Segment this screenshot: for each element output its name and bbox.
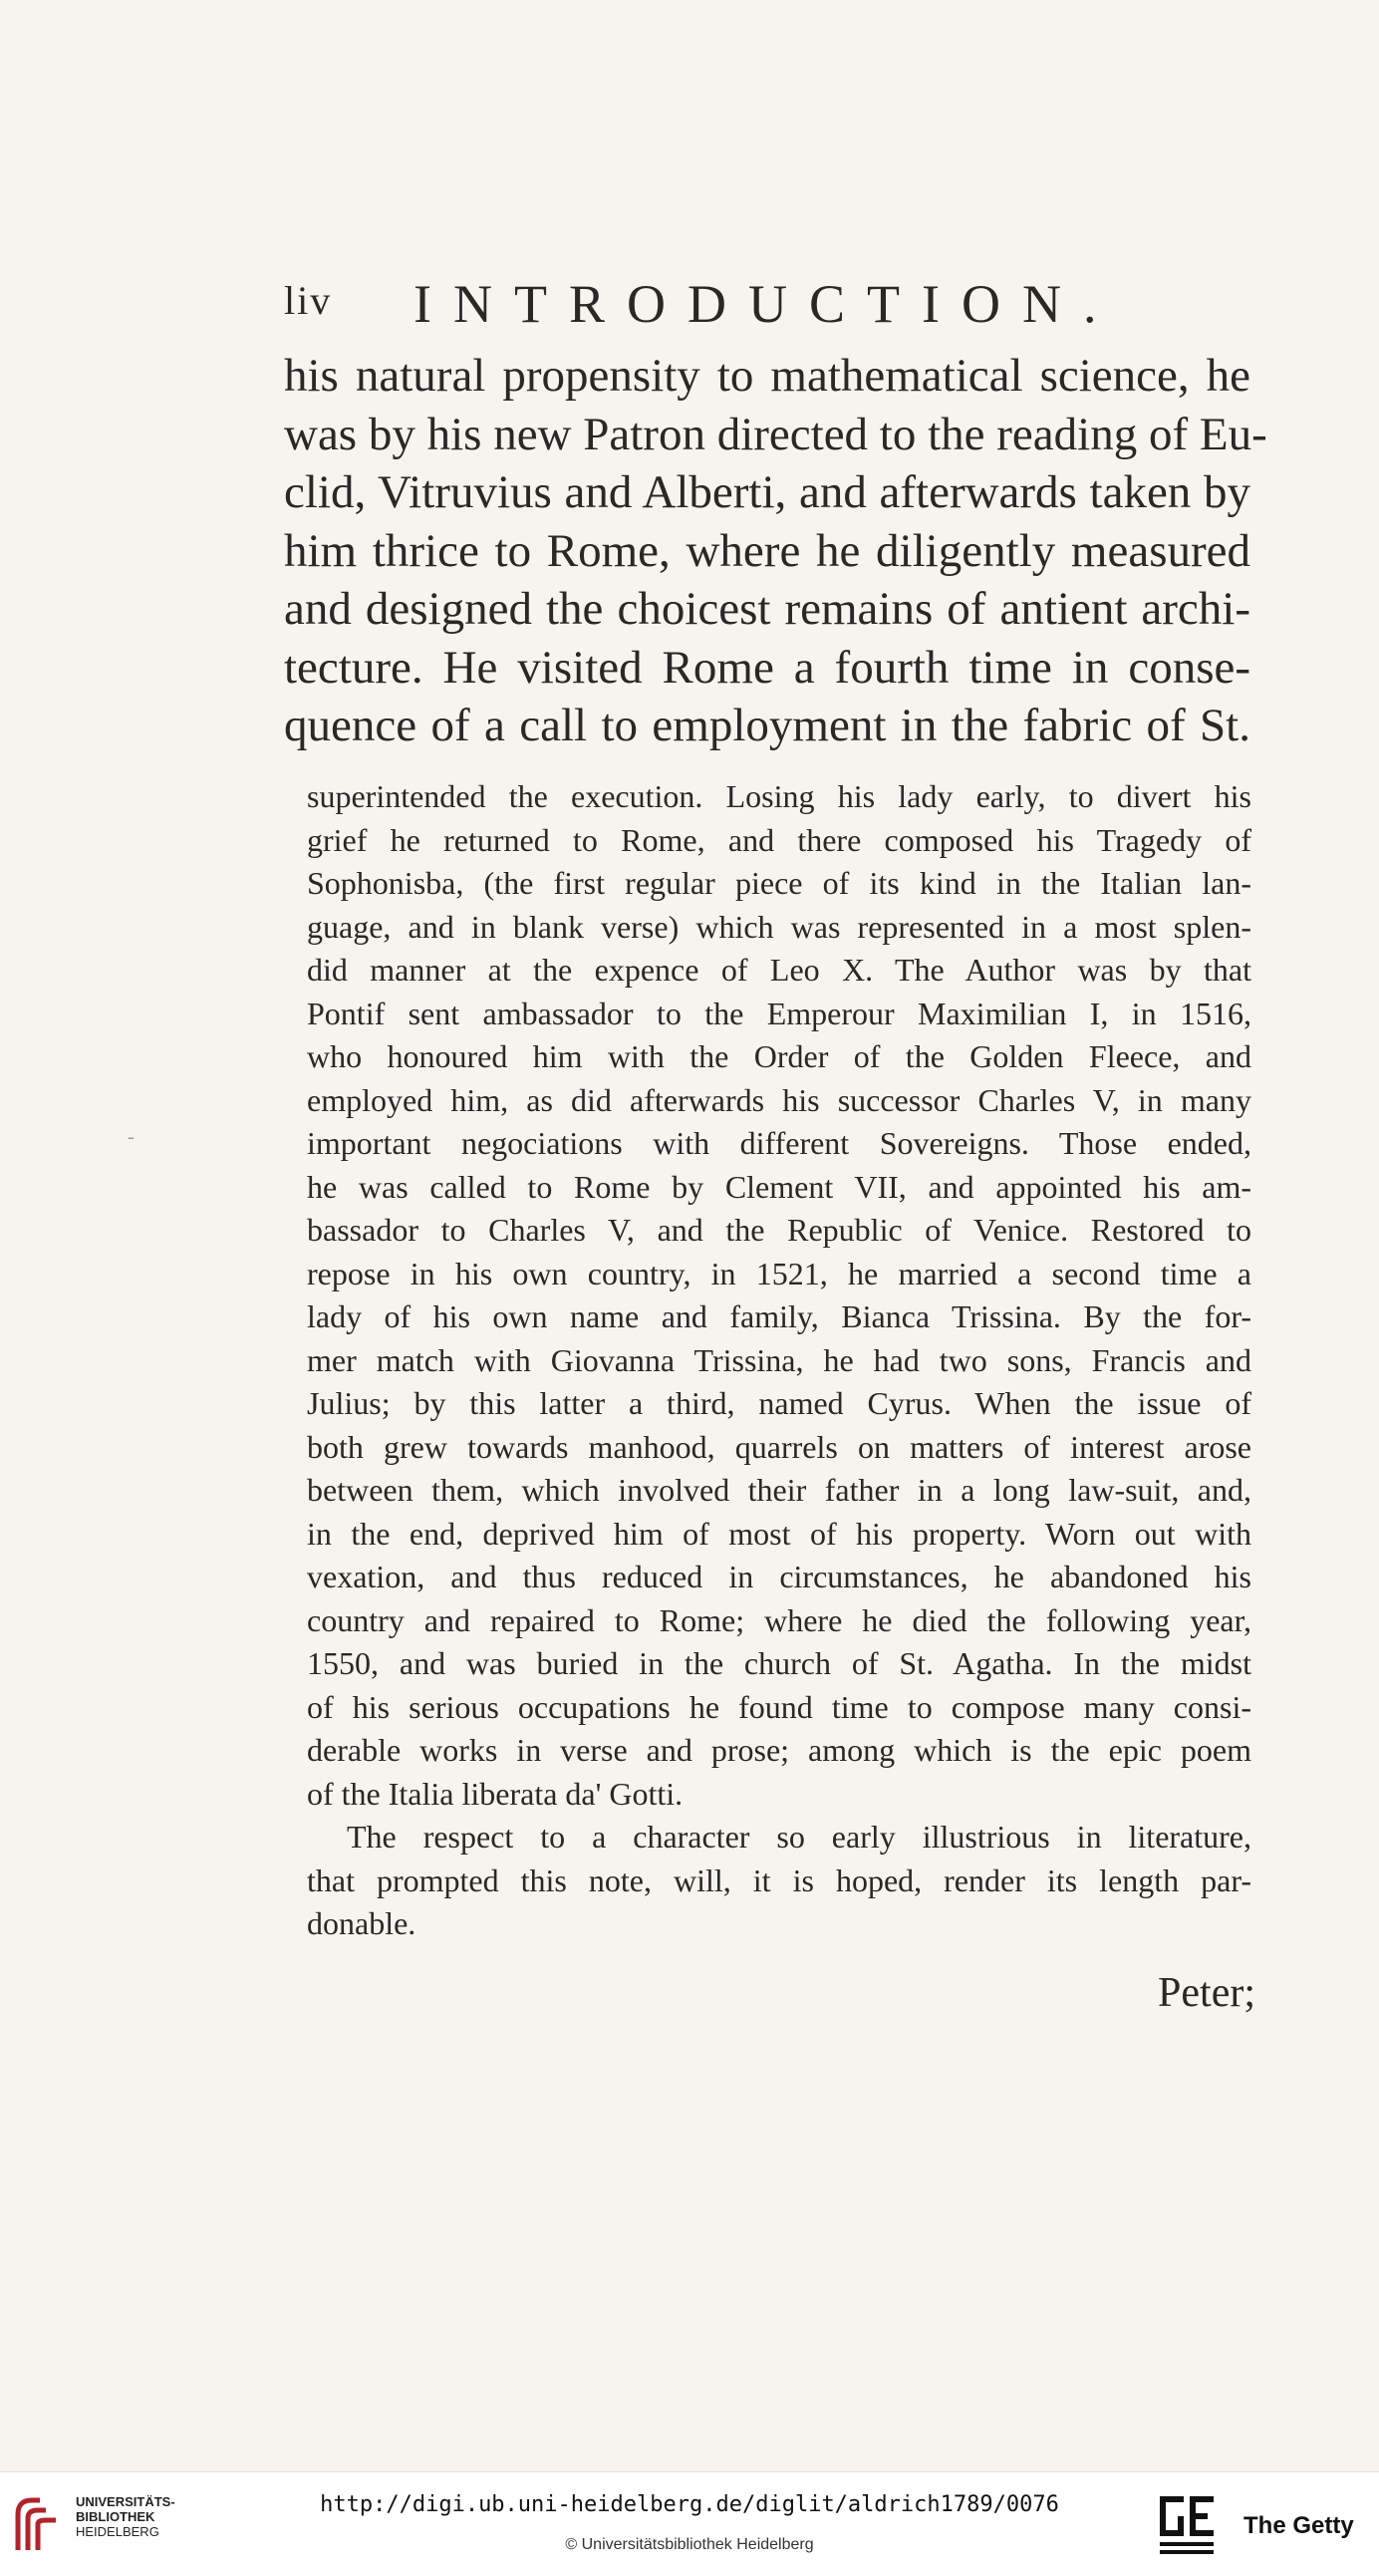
footnote-line: Sophonisba, (the first regular piece of its kind in the Italian lan- [307, 865, 1251, 901]
footnote-line: important negociations with different Sovereigns. Those ended, [307, 1125, 1251, 1161]
main-text-line: his natural propensity to mathematical science, he [284, 350, 1250, 402]
footnote-closing-line: The respect to a character so early illustrious in literature, [347, 1819, 1251, 1855]
footnote-line: Pontif sent ambassador to the Emperour Maximilian I, in 1516, [307, 995, 1251, 1031]
catchword: Peter; [1158, 1970, 1255, 2016]
library-name-line: BIBLIOTHEK [76, 2509, 155, 2524]
copyright-notice: © Universitätsbibliothek Heidelberg [565, 2536, 814, 2553]
footnote-line: did manner at the expence of Leo X. The Author was by that [307, 952, 1251, 988]
footnote-line: lady of his own name and family, Bianca Trissina. By the for- [307, 1298, 1251, 1334]
main-text-line: and designed the choicest remains of antient archi- [284, 583, 1250, 635]
page-permalink[interactable]: http://digi.ub.uni-heidelberg.de/diglit/aldrich1789/0076 [320, 2492, 1059, 2517]
footnote-line: both grew towards manhood, quarrels on matters of interest arose [307, 1428, 1251, 1465]
running-title: INTRODUCTION. [414, 274, 1119, 334]
footnote-line: between them, which involved their father in a long law-suit, and, [307, 1472, 1251, 1508]
footnote-line: of his serious occupations he found time to compose many consi- [307, 1688, 1251, 1725]
margin-mark: - [128, 1126, 135, 1148]
main-text-line: quence of a call to employment in the fabric of St. [284, 700, 1250, 751]
footnote-closing-line: donable. [307, 1905, 416, 1941]
footnote-line: he was called to Rome by Clement VII, and appointed his am- [307, 1168, 1251, 1205]
main-text-line: was by his new Patron directed to the reading of Eu- [284, 408, 1267, 460]
footnote-line: superintended the execution. Losing his lady early, to divert his [307, 778, 1251, 814]
footnote-closing-line: that prompted this note, will, it is hoped, render its length par- [307, 1861, 1251, 1898]
footnote-line: in the end, deprived him of most of his property. Worn out with [307, 1515, 1251, 1552]
library-name-line: UNIVERSITÄTS- [76, 2494, 175, 2509]
footnote-line: grief he returned to Rome, and there composed his Tragedy of [307, 821, 1251, 858]
page-number: liv [284, 278, 333, 323]
footnote-line: Julius; by this latter a third, named Cyrus. When the issue of [307, 1385, 1251, 1421]
footnote-line: bassador to Charles V, and the Republic of Venice. Restored to [307, 1212, 1251, 1248]
footnote-line: repose in his own country, in 1521, he married a second time a [307, 1255, 1251, 1291]
main-text-line: clid, Vitruvius and Alberti, and afterwards taken by [284, 466, 1250, 518]
main-text-line: tecture. He visited Rome a fourth time in conse- [284, 641, 1250, 694]
footnote-line: country and repaired to Rome; where he died the following year, [307, 1601, 1251, 1638]
footnote-line: mer match with Giovanna Trissina, he had two sons, Francis and [307, 1341, 1251, 1378]
footnote-line: 1550, and was buried in the church of St. Agatha. In the midst [307, 1645, 1251, 1681]
main-text-block [284, 347, 1267, 755]
main-text-line: him thrice to Rome, where he diligently measured [284, 524, 1250, 577]
footnote-block [307, 775, 1251, 1946]
sponsor-name: The Getty [1243, 2512, 1354, 2539]
footnote-line: vexation, and thus reduced in circumstances, he abandoned his [307, 1559, 1251, 1594]
footnote-line: who honoured him with the Order of the Golden Fleece, and [307, 1038, 1251, 1074]
library-name-line: HEIDELBERG [76, 2524, 159, 2539]
footnote-line: derable works in verse and prose; among which is the epic poem [307, 1732, 1251, 1768]
footnote-line: of the Italia liberata da' Gotti. [307, 1775, 684, 1812]
footnote-line: employed him, as did afterwards his successor Charles V, in many [307, 1081, 1251, 1118]
footnote-line: guage, and in blank verse) which was represented in a most splen- [307, 908, 1251, 945]
getty-logo-icon[interactable] [1158, 2494, 1216, 2558]
page-header [284, 267, 1119, 337]
viewer-footer [0, 2471, 1379, 2576]
